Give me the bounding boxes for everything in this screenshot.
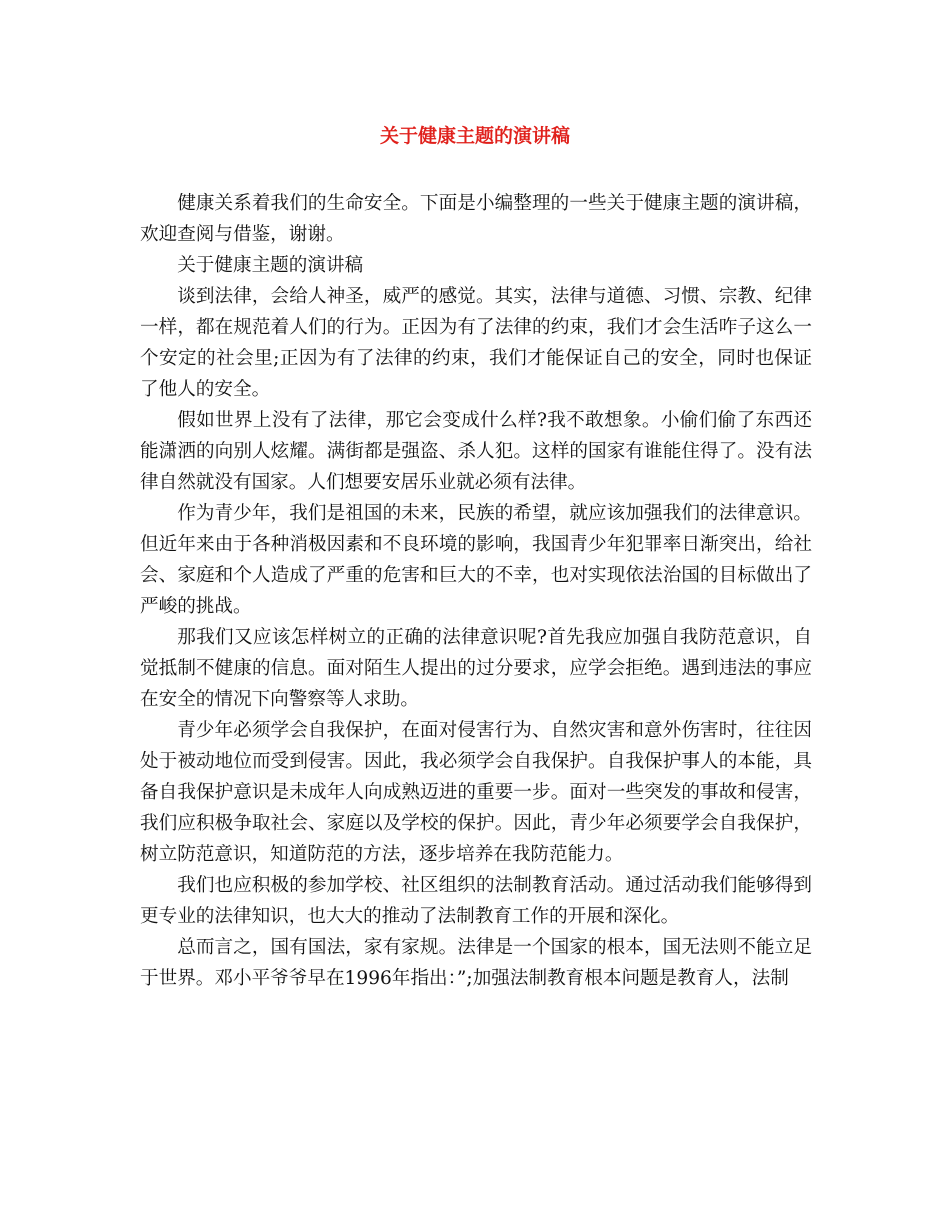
paragraph: 作为青少年，我们是祖国的未来，民族的希望，就应该加强我们的法律意识。但近年来由于各种消极因素和不良环境的影响，我国青少年犯罪率日渐突出，给社会、家庭和个人造成了严重的危害和巨大的不幸，也对实现依法治国的目标做出了严峻的挑战。 [140, 503, 812, 617]
paragraph: 那我们又应该怎样树立的正确的法律意识呢?首先我应加强自我防范意识，自觉抵制不健康的信息。面对陌生人提出的过分要求，应学会拒绝。遇到违法的事应在安全的情况下向警察等人求助。 [140, 627, 812, 710]
document-body [140, 188, 812, 994]
paragraph-subtitle: 关于健康主题的演讲稿 [177, 255, 364, 276]
paragraph: 青少年必须学会自我保护，在面对侵害行为、自然灾害和意外伤害时，往往因处于被动地位而受到侵害。因此，我必须学会自我保护。自我保护事人的本能，具备自我保护意识是未成年人向成熟迈进的重要一步。面对一些突发的事故和侵害，我们应积极争取社会、家庭以及学校的保护。因此，青少年必须要学会自我保护，树立防范意识，知道防范的方法，逐步培养在我防范能力。 [140, 720, 812, 865]
paragraph: 谈到法律，会给人神圣，威严的感觉。其实，法律与道德、习惯、宗教、纪律一样，都在规范着人们的行为。正因为有了法律的约束，我们才会生活咋子这么一个安定的社会里;正因为有了法律的约束，我们才能保证自己的安全，同时也保证了他人的安全。 [140, 286, 812, 400]
paragraph-intro: 健康关系着我们的生命安全。下面是小编整理的一些关于健康主题的演讲稿，欢迎查阅与借鉴，谢谢。 [140, 193, 812, 245]
paragraph: 我们也应积极的参加学校、社区组织的法制教育活动。通过活动我们能够得到更专业的法律知识，也大大的推动了法制教育工作的开展和深化。 [140, 875, 812, 927]
document-title: 关于健康主题的演讲稿 [379, 125, 570, 147]
paragraph: 假如世界上没有了法律，那它会变成什么样?我不敢想象。小偷们偷了东西还能潇洒的向别人炫耀。满街都是强盗、杀人犯。这样的国家有谁能住得了。没有法律自然就没有国家。人们想要安居乐业就必须有法律。 [140, 410, 812, 493]
paragraph: 总而言之，国有国法，家有家规。法律是一个国家的根本，国无法则不能立足于世界。邓小平爷爷早在1996年指出：”;加强法制教育根本问题是教育人，法制 [140, 937, 812, 989]
